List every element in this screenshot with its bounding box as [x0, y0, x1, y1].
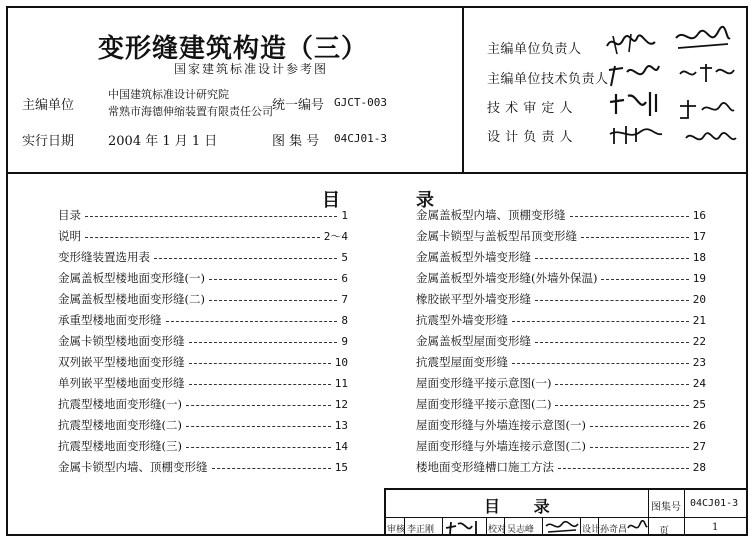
- toc-leader: [558, 468, 689, 469]
- toc-entry-title: 屋面变形缝与外墙连接示意图(二): [416, 439, 586, 453]
- toc-entry: [58, 332, 348, 350]
- toc-entry-page: 7: [341, 292, 348, 306]
- toc-entry-page: 8: [341, 313, 348, 327]
- unified-no-label: 统一编号: [272, 98, 325, 113]
- toc-leader: [581, 237, 689, 238]
- unified-no: GJCT-003: [334, 96, 387, 109]
- toc-leader: [570, 216, 689, 217]
- toc-leader: [85, 216, 337, 217]
- toc-leader: [535, 300, 689, 301]
- editor-unit-1: 中国建筑标准设计研究院: [108, 88, 229, 101]
- header-divider: [462, 6, 464, 174]
- signature-image: [603, 60, 663, 90]
- signature-image: [544, 518, 580, 536]
- toc-leader: [512, 363, 689, 364]
- toc-entry: [58, 437, 348, 455]
- toc-entry: [416, 395, 706, 413]
- toc-entry: [58, 269, 348, 287]
- toc-entry-page: 9: [341, 334, 348, 348]
- role-design-lead: 设 计 负 责 人: [487, 130, 574, 145]
- toc-entry-title: 单列嵌平型楼地面变形缝: [58, 376, 185, 390]
- role-reviewer: 技 术 审 定 人: [487, 101, 574, 116]
- toc-entry-page: 25: [692, 397, 706, 411]
- toc-leader: [189, 342, 338, 343]
- toc-leader: [166, 321, 338, 322]
- page-subtitle: 国家建筑标准设计参考图: [174, 62, 329, 76]
- toc-heading-right: 录: [416, 190, 434, 211]
- toc-entry-page: 16: [692, 208, 706, 222]
- toc-entry: [416, 290, 706, 308]
- toc-entry-title: 屋面变形缝平接示意图(一): [416, 376, 552, 390]
- atlas-no: 04CJ01-3: [690, 498, 739, 509]
- toc-leader: [512, 321, 689, 322]
- title-block-title: 目 录: [484, 497, 564, 516]
- toc-entry-title: 抗震型楼地面变形缝(二): [58, 418, 182, 432]
- toc-entry: [416, 269, 706, 287]
- toc-entry-title: 屋面变形缝平接示意图(二): [416, 397, 552, 411]
- toc-entry-title: 楼地面变形缝槽口施工方法: [416, 460, 554, 474]
- toc-entry-page: 10: [334, 355, 348, 369]
- toc-entry-page: 19: [692, 271, 706, 285]
- page-label: 页: [659, 526, 669, 537]
- toc-leader: [535, 258, 689, 259]
- toc-entry-title: 金属盖板型外墙变形缝: [416, 250, 531, 264]
- toc-leader: [189, 384, 331, 385]
- toc-entry: [416, 332, 706, 350]
- toc-entry-title: 金属盖板型内墙、顶棚变形缝: [416, 208, 566, 222]
- toc-entry: [58, 206, 348, 224]
- toc-entry-page: 24: [692, 376, 706, 390]
- date-label: 实行日期: [22, 134, 75, 149]
- toc-entry: [416, 248, 706, 266]
- toc-entry-title: 金属卡锁型与盖板型吊顶变形缝: [416, 229, 577, 243]
- page-title: 变形缝建筑构造（三）: [98, 34, 369, 64]
- toc-entry: [58, 248, 348, 266]
- signature-image: [682, 124, 742, 154]
- role-tech-lead: 主编单位技术负责人: [487, 72, 609, 87]
- toc-entry-title: 目录: [58, 208, 81, 222]
- toc-entry-page: 22: [692, 334, 706, 348]
- toc-leader: [186, 447, 331, 448]
- title-block: [384, 488, 748, 536]
- page-number: 1: [712, 522, 719, 533]
- design-label: 设计: [582, 525, 601, 535]
- toc-entry-page: 6: [341, 271, 348, 285]
- toc-entry-page: 14: [334, 439, 348, 453]
- toc-heading-left: 目: [322, 190, 340, 211]
- toc-entry-page: 23: [692, 355, 706, 369]
- signature-image: [603, 28, 663, 58]
- toc-entry-page: 12: [334, 397, 348, 411]
- designer-name: 孙奇昌: [600, 525, 628, 535]
- toc-entry-title: 橡胶嵌平型外墙变形缝: [416, 292, 531, 306]
- review-label: 审核: [387, 525, 406, 535]
- atlas-no-label: 图 集 号: [272, 134, 320, 149]
- toc-leader: [189, 363, 331, 364]
- toc-entry-title: 金属卡锁型内墙、顶棚变形缝: [58, 460, 208, 474]
- toc-entry-title: 抗震型楼地面变形缝(一): [58, 397, 182, 411]
- toc-leader: [590, 447, 689, 448]
- toc-entry-title: 承重型楼地面变形缝: [58, 313, 162, 327]
- toc-entry-title: 抗震型楼地面变形缝(三): [58, 439, 182, 453]
- toc-leader: [555, 405, 688, 406]
- reviewer-name: 李正刚: [407, 525, 435, 535]
- date-value: 2004 年 1 月 1 日: [108, 134, 218, 149]
- toc-leader: [85, 237, 320, 238]
- toc-leader: [535, 342, 689, 343]
- checker-name: 吴志峰: [507, 525, 535, 535]
- toc-entry: [416, 374, 706, 392]
- toc-entry-page: 20: [692, 292, 706, 306]
- signature-image: [606, 88, 666, 118]
- toc-leader: [154, 258, 337, 259]
- toc-entry-title: 说明: [58, 229, 81, 243]
- toc-entry-title: 屋面变形缝与外墙连接示意图(一): [416, 418, 586, 432]
- toc-entry: [58, 227, 348, 245]
- toc-entry: [416, 416, 706, 434]
- toc-leader: [186, 405, 331, 406]
- toc-leader: [212, 468, 331, 469]
- toc-leader: [186, 426, 331, 427]
- toc-entry-title: 金属盖板型屋面变形缝: [416, 334, 531, 348]
- toc-entry: [416, 311, 706, 329]
- toc-entry-page: 27: [692, 439, 706, 453]
- signature-image: [676, 58, 736, 88]
- toc-entry-page: 1: [341, 208, 348, 222]
- toc-entry-title: 抗震型外墙变形缝: [416, 313, 508, 327]
- toc-entry-title: 金属卡锁型楼地面变形缝: [58, 334, 185, 348]
- signature-image: [444, 518, 484, 536]
- toc-leader: [209, 279, 337, 280]
- toc-entry: [416, 227, 706, 245]
- toc-entry-page: 18: [692, 250, 706, 264]
- toc-entry-page: 5: [341, 250, 348, 264]
- toc-entry: [58, 290, 348, 308]
- toc-entry: [58, 311, 348, 329]
- signature-image: [626, 518, 648, 536]
- toc-entry-page: 21: [692, 313, 706, 327]
- toc-entry-page: 11: [334, 376, 348, 390]
- toc-entry: [416, 458, 706, 476]
- toc-entry: [58, 395, 348, 413]
- toc-entry: [416, 206, 706, 224]
- toc-entry-title: 金属盖板型外墙变形缝(外墙外保温): [416, 271, 598, 285]
- atlas-no: 04CJ01-3: [334, 132, 387, 145]
- toc-entry: [416, 353, 706, 371]
- toc-entry-page: 26: [692, 418, 706, 432]
- toc-entry-title: 变形缝装置选用表: [58, 250, 150, 264]
- editor-unit-label: 主编单位: [22, 98, 75, 113]
- toc-leader: [209, 300, 337, 301]
- signature-image: [672, 24, 732, 54]
- toc-entry-title: 抗震型屋面变形缝: [416, 355, 508, 369]
- atlas-no-label: 图集号: [651, 502, 681, 513]
- toc-leader: [601, 279, 688, 280]
- toc-entry-title: 双列嵌平型楼地面变形缝: [58, 355, 185, 369]
- toc-entry-page: 15: [334, 460, 348, 474]
- toc-entry-page: 2～4: [323, 230, 348, 243]
- toc-entry: [58, 353, 348, 371]
- toc-entry: [58, 374, 348, 392]
- toc-entry-page: 28: [692, 460, 706, 474]
- signature-image: [606, 120, 666, 150]
- role-chief-unit: 主编单位负责人: [487, 42, 582, 57]
- toc-entry-title: 金属盖板型楼地面变形缝(二): [58, 292, 205, 306]
- toc-entry: [58, 416, 348, 434]
- toc-leader: [590, 426, 689, 427]
- toc-entry-page: 17: [692, 229, 706, 243]
- check-label: 校对: [488, 525, 507, 535]
- toc-entry: [416, 437, 706, 455]
- toc-entry-page: 13: [334, 418, 348, 432]
- toc-entry: [58, 458, 348, 476]
- editor-unit-2: 常熟市海德伸缩装置有限责任公司: [108, 105, 273, 118]
- signature-image: [676, 94, 736, 124]
- toc-leader: [555, 384, 688, 385]
- toc-entry-title: 金属盖板型楼地面变形缝(一): [58, 271, 205, 285]
